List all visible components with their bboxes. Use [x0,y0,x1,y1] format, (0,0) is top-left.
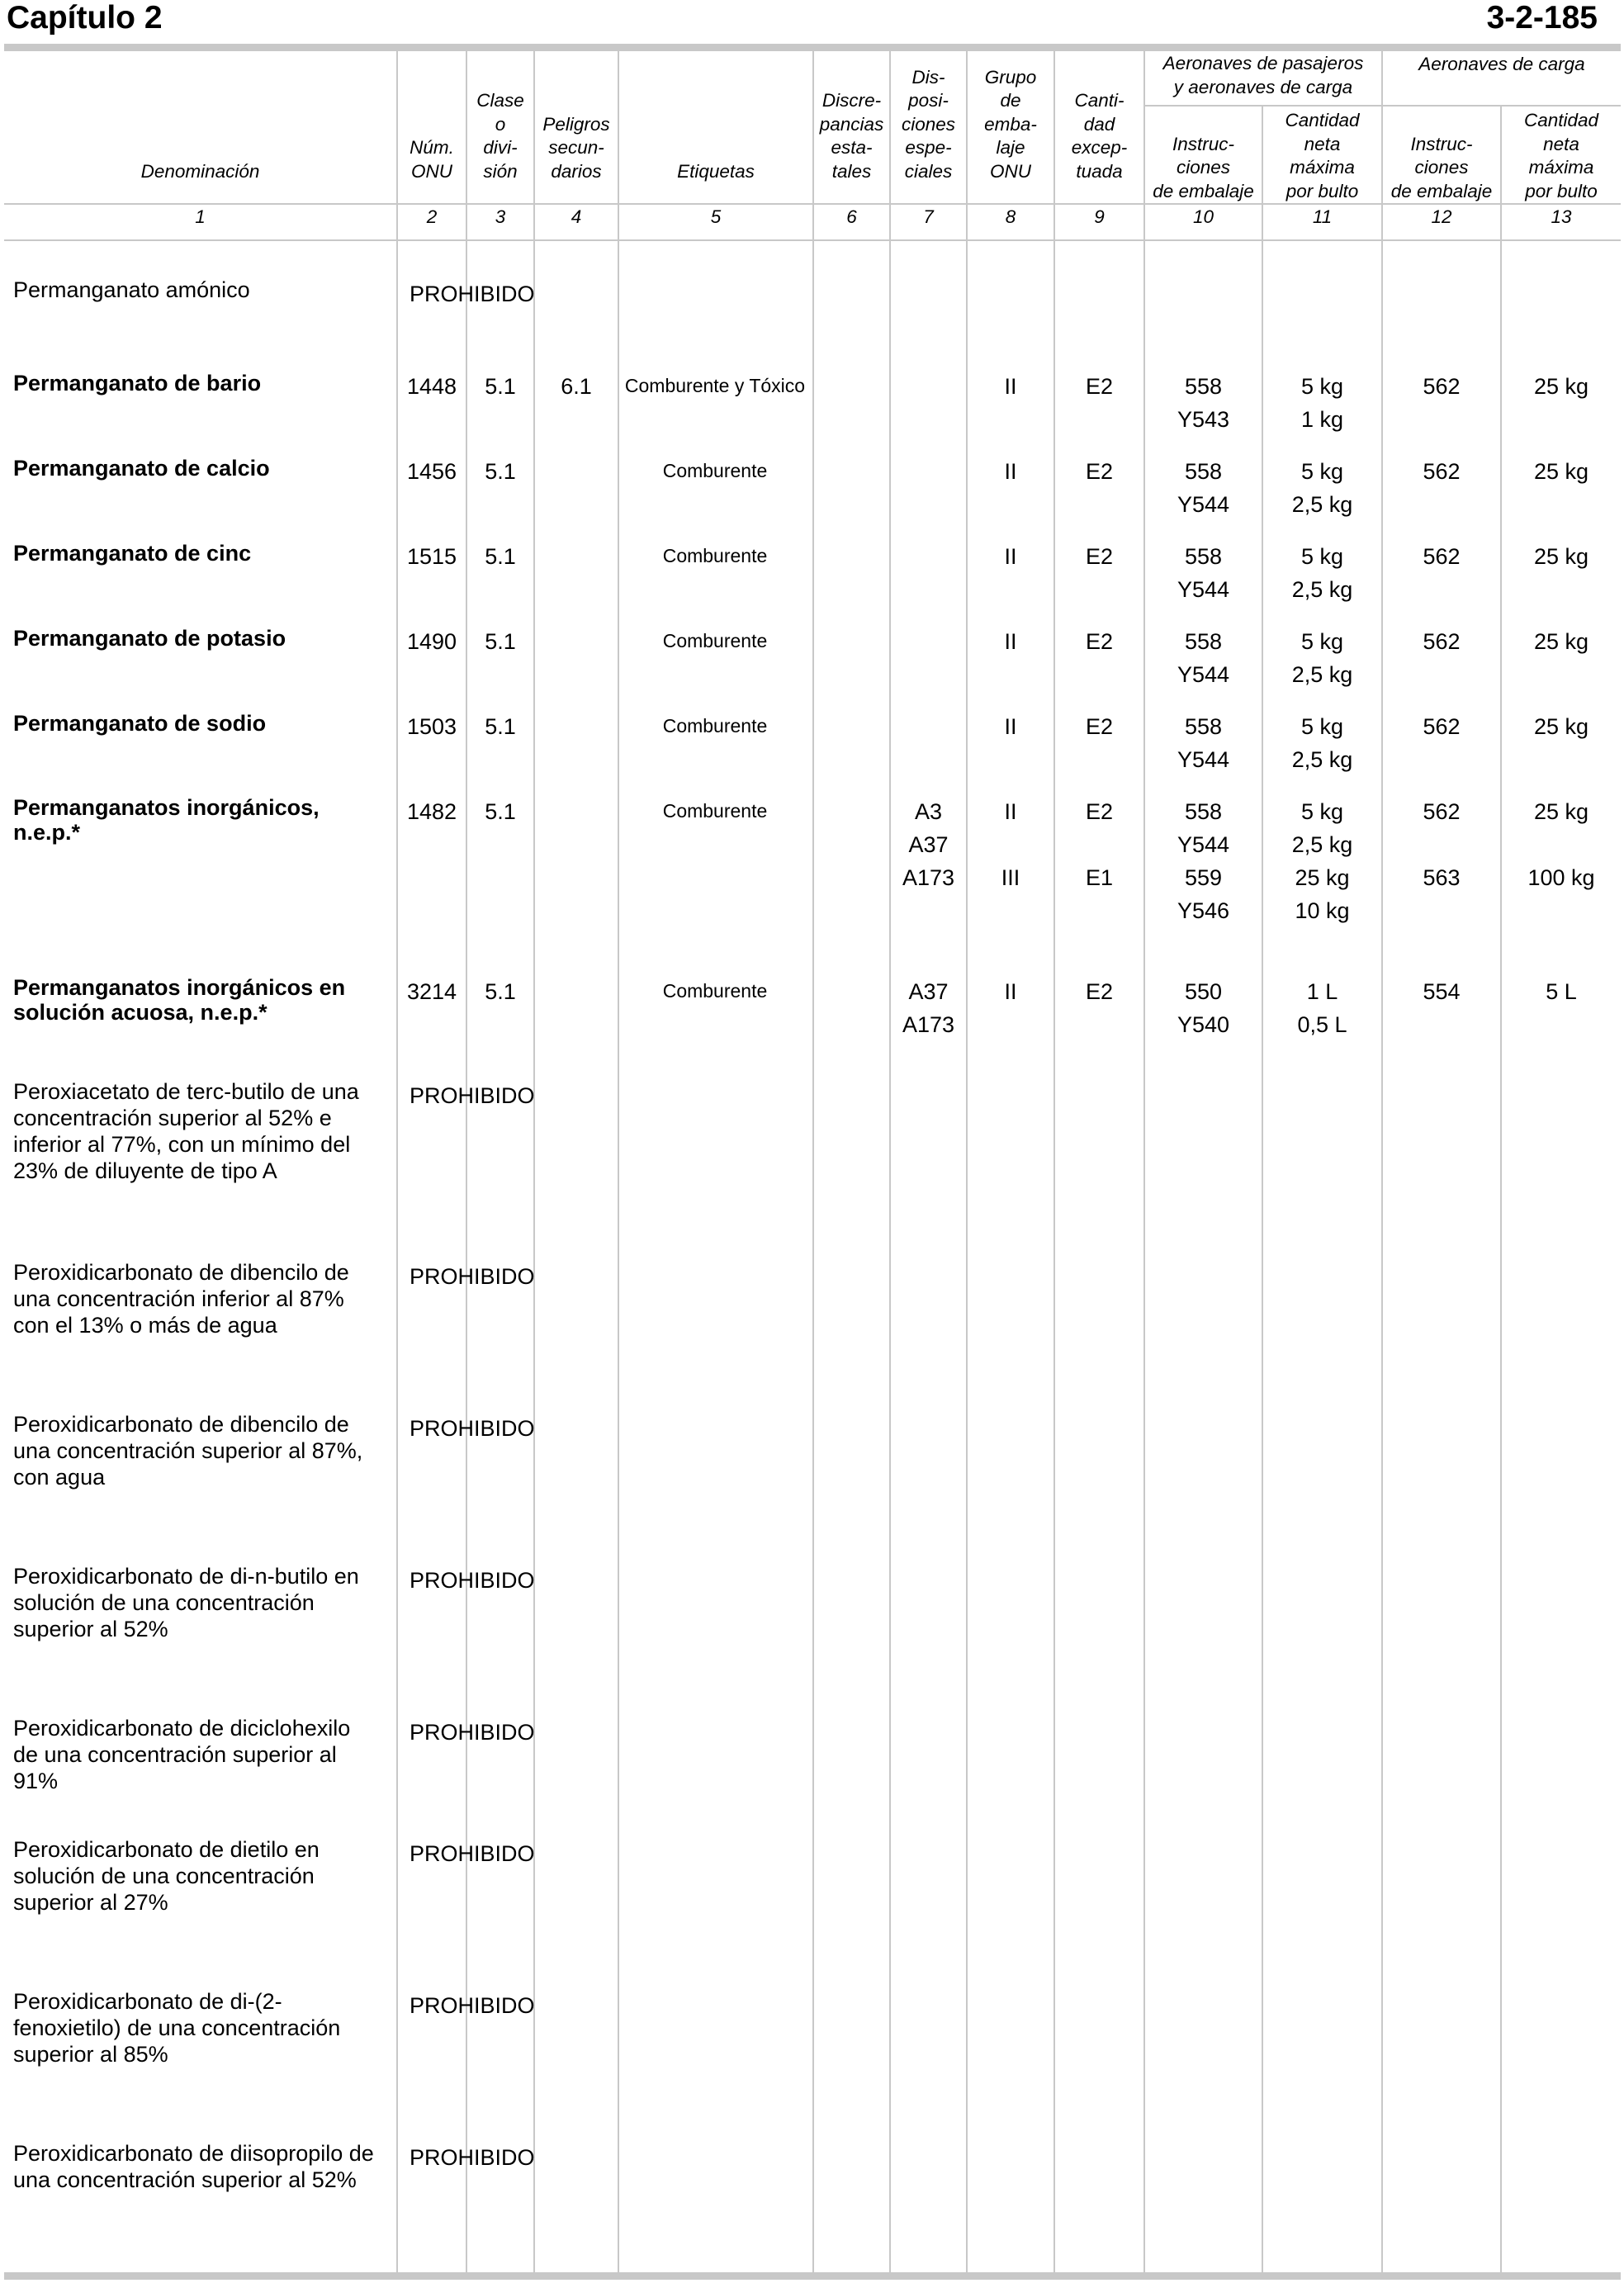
packing-group: II [1004,714,1017,739]
col-group-pasajeros: Aeronaves de pasajeros y aeronaves de carga [1162,53,1364,97]
hazard-labels: Comburente [662,715,768,737]
chapter-title: Capítulo 2 [7,0,163,36]
page-header [0,0,1624,41]
un-number: 1448 [406,374,457,399]
max-quantity-cargo: 25 kg [1533,714,1589,739]
substance-name: Permanganato de cinc [13,541,252,566]
col-header-cantidad-exceptuada: Canti- dad excep- tuada [1071,90,1128,182]
excepted-quantity: E2 [1085,459,1114,484]
packing-group: II [1004,544,1017,569]
col-header-grupo-embalaje: Grupo de emba- laje ONU [984,66,1037,182]
max-quantity-pax: 5 kg 2,5 kg [1291,544,1353,602]
excepted-quantity: E2 [1085,544,1114,569]
substance-name: Peroxidicarbonato de dibencilo de una concentración superior al 87%, con agua [13,1412,363,1490]
un-number: 3214 [406,979,457,1004]
class-division: 5.1 [485,629,516,654]
substance-name: Permanganato de bario [13,371,262,395]
col-number: 1 [195,206,206,227]
col-header-instrucciones-pax: Instruc- ciones de embalaje [1153,133,1254,201]
prohibited-label: PROHIBIDO [410,1568,535,1593]
special-provisions: A3 A37 A173 [902,799,955,890]
substance-name: Permanganatos inorgánicos, n.e.p.* [13,795,320,845]
col-number: 6 [846,206,857,227]
excepted-quantity: E2 [1085,714,1114,739]
class-division: 5.1 [485,544,516,569]
packing-instruction-pax: 558 Y544 [1177,629,1230,687]
prohibited-label: PROHIBIDO [410,1416,535,1441]
un-number: 1456 [406,459,457,484]
substance-name: Peroxiacetato de terc-butilo de una concentración superior al 52% e inferior al 77%, con un mínimo del 23% de diluyente de tipo A [13,1079,359,1183]
packing-group: II III [1001,799,1020,890]
prohibited-label: PROHIBIDO [410,1264,535,1289]
packing-instruction-cargo: 554 [1423,979,1461,1004]
substance-name: Permanganato de sodio [13,711,267,736]
substance-name: Peroxidicarbonato de di-(2- fenoxietilo) de una concentración superior al 85% [13,1989,341,2067]
hazard-labels: Comburente [662,800,768,822]
max-quantity-cargo: 25 kg [1533,629,1589,654]
col-header-cantidad-pax: Cantidad neta máxima por bulto [1285,110,1360,201]
top-rule [4,44,1621,51]
substance-name: Peroxidicarbonato de diciclohexilo de una concentración superior al 91% [13,1716,351,1793]
substance-name: Peroxidicarbonato de dibencilo de una concentración inferior al 87% con el 13% o más de agua [13,1260,349,1338]
hazard-labels: Comburente [662,630,768,651]
max-quantity-pax: 5 kg 1 kg [1300,374,1344,432]
col-number: 8 [1005,206,1016,227]
col-header-disposiciones: Dis- posi- ciones espe- ciales [901,66,956,182]
max-quantity-pax: 5 kg 2,5 kg [1291,629,1353,687]
max-quantity-pax: 5 kg 2,5 kg [1291,714,1353,772]
col-header-etiquetas: Etiquetas [677,160,755,182]
packing-instruction-pax: 558 Y543 [1177,374,1230,432]
class-division: 5.1 [485,374,516,399]
col-header-cantidad-carga: Cantidad neta máxima por bulto [1523,110,1599,201]
prohibited-label: PROHIBIDO [410,1993,535,2018]
col-header-clase: Clase o divi- sión [476,90,524,182]
substance-name: Permanganato de calcio [13,456,270,481]
col-number: 2 [426,206,438,227]
packing-instruction-pax: 558 Y544 [1177,544,1230,602]
col-number: 11 [1312,206,1333,227]
class-division: 5.1 [485,979,516,1004]
packing-instruction-cargo: 562 [1423,629,1461,654]
excepted-quantity: E2 E1 [1085,799,1114,890]
prohibited-label: PROHIBIDO [410,2145,535,2170]
prohibited-label: PROHIBIDO [410,1720,535,1745]
prohibited-label: PROHIBIDO [410,282,535,306]
packing-instruction-cargo: 562 [1423,714,1461,739]
un-number: 1482 [406,799,457,824]
class-division: 5.1 [485,459,516,484]
hazard-labels: Comburente [662,545,768,566]
packing-group: II [1004,374,1017,399]
un-number: 1490 [406,629,457,654]
packing-group: II [1004,459,1017,484]
col-header-denominacion: Denominación [140,160,260,182]
max-quantity-cargo: 25 kg 100 kg [1527,799,1595,890]
col-header-discrepancias: Discre- pancias esta- tales [819,90,884,182]
un-number: 1503 [406,714,457,739]
col-number: 12 [1431,206,1452,227]
bottom-rule [4,2272,1621,2280]
col-number: 10 [1192,206,1214,227]
substance-name: Peroxidicarbonato de di-n-butilo en solución de una concentración superior al 52% [13,1564,359,1641]
packing-instruction-cargo: 562 [1423,374,1461,399]
packing-group: II [1004,629,1017,654]
col-number: 4 [571,206,582,227]
packing-instruction-cargo: 562 [1423,544,1461,569]
col-number: 9 [1094,206,1105,227]
excepted-quantity: E2 [1085,374,1114,399]
packing-instruction-pax: 558 Y544 559 Y546 [1177,799,1230,923]
excepted-quantity: E2 [1085,629,1114,654]
substance-name: Peroxidicarbonato de diisopropilo de una concentración superior al 52% [13,2141,374,2192]
substance-name: Permanganato de potasio [13,626,286,651]
max-quantity-cargo: 25 kg [1533,544,1589,569]
hazard-labels: Comburente [662,460,768,481]
col-number: 13 [1551,206,1572,227]
packing-instruction-pax: 558 Y544 [1177,459,1230,517]
special-provisions: A37 A173 [902,979,955,1037]
prohibited-label: PROHIBIDO [410,1841,535,1866]
max-quantity-cargo: 25 kg [1533,374,1589,399]
page-number: 3-2-185 [1486,0,1598,36]
max-quantity-pax: 5 kg 2,5 kg 25 kg 10 kg [1291,799,1353,923]
col-group-carga: Aeronaves de carga [1418,53,1585,74]
col-header-num-onu: Núm. ONU [410,137,454,182]
un-number: 1515 [406,544,457,569]
substance-name: Permanganatos inorgánicos en solución acuosa, n.e.p.* [13,975,346,1025]
col-number: 3 [495,206,506,227]
col-header-peligros: Peligros secun- darios [542,113,610,182]
max-quantity-cargo: 25 kg [1533,459,1589,484]
hazard-labels: Comburente y Tóxico [624,375,806,396]
packing-instruction-cargo: 562 563 [1423,799,1461,890]
max-quantity-cargo: 5 L [1546,979,1577,1004]
packing-group: II [1004,979,1017,1004]
prohibited-label: PROHIBIDO [410,1083,535,1108]
class-division: 5.1 [485,799,516,824]
packing-instruction-cargo: 562 [1423,459,1461,484]
substance-name: Permanganato amónico [13,277,250,302]
packing-instruction-pax: 558 Y544 [1177,714,1230,772]
substance-name: Peroxidicarbonato de dietilo en solución de una concentración superior al 27% [13,1837,320,1915]
secondary-hazard: 6.1 [561,374,592,399]
col-number: 7 [923,206,934,227]
col-number: 5 [710,206,722,227]
hazard-labels: Comburente [662,980,768,1002]
excepted-quantity: E2 [1085,979,1114,1004]
max-quantity-pax: 5 kg 2,5 kg [1291,459,1353,517]
class-division: 5.1 [485,714,516,739]
col-header-instrucciones-carga: Instruc- ciones de embalaje [1390,133,1493,201]
packing-instruction-pax: 550 Y540 [1177,979,1230,1037]
max-quantity-pax: 1 L 0,5 L [1297,979,1347,1037]
